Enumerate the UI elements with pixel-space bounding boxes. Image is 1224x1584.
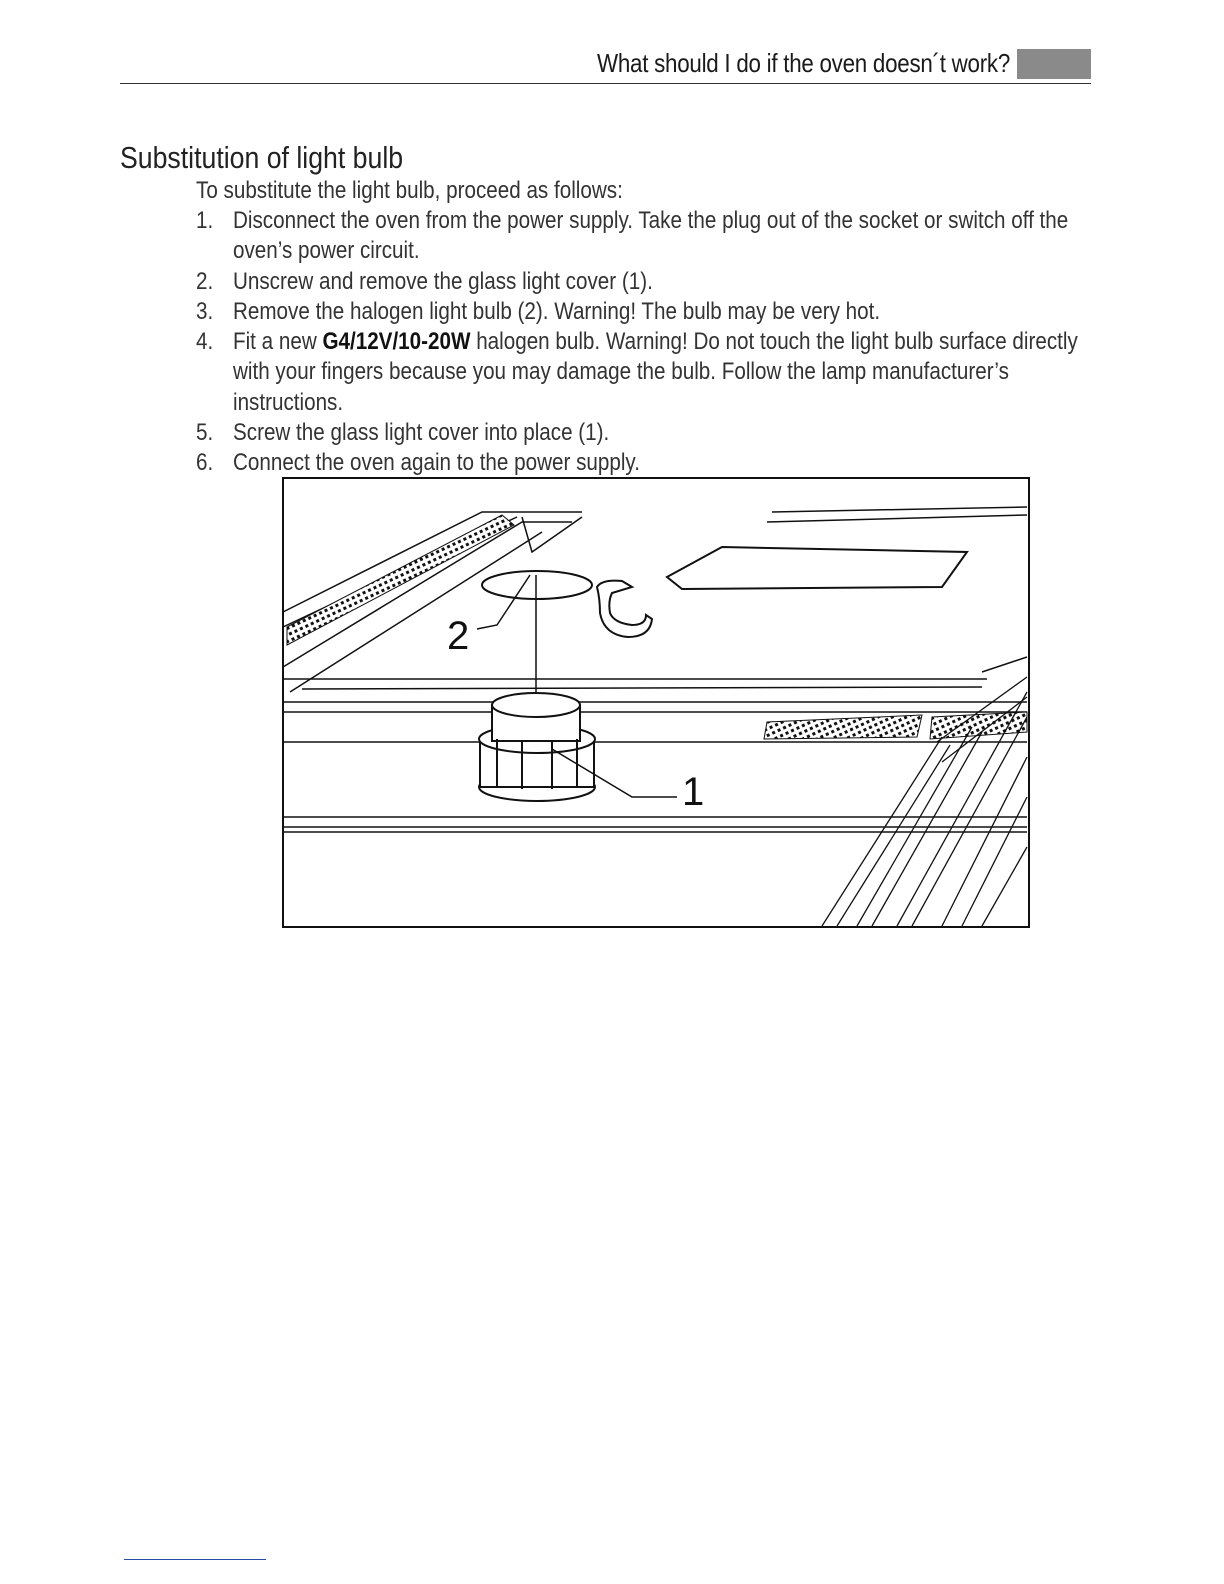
step-item: [196, 267, 1090, 297]
steps-list: [196, 206, 1090, 479]
header-tab-marker: [1017, 49, 1091, 79]
glass-light-cover: [479, 693, 595, 801]
step-number: 2.: [196, 267, 214, 295]
footer-line: [124, 1559, 266, 1560]
label-bulb: 2: [447, 614, 470, 658]
step-item: [196, 327, 1090, 418]
step-number: 6.: [196, 449, 214, 477]
step-text: Screw the glass light cover into place (1).: [232, 419, 610, 447]
ceiling-plate: [667, 547, 967, 589]
step-number: 4.: [196, 328, 214, 356]
step-text: Disconnect the oven from the power supply. Take the plug out of the socket or switch off the oven’s power circuit.: [232, 207, 1069, 265]
bulb-spec: G4/12V/10-20W: [322, 328, 471, 356]
step-item: [196, 206, 1090, 267]
label-cover: 1: [682, 770, 705, 814]
step-item: [196, 297, 1090, 327]
step-text-post: halogen bulb. Warning! Do not touch the light bulb surface directly with your fingers because you may damage the bulb. Follow the lamp manufacturer’s instructions.: [232, 328, 1078, 416]
step-number: 1.: [196, 207, 214, 234]
intro-text: To substitute the light bulb, proceed as follows:: [196, 177, 623, 204]
bulb-opening: [482, 571, 592, 599]
step-number: 3.: [196, 297, 214, 325]
step-number: 5.: [196, 419, 214, 447]
step-item: [196, 418, 1090, 448]
step-text-pre: Fit a new: [232, 328, 323, 356]
step-item: [196, 448, 1090, 478]
header-rule: [120, 83, 1091, 84]
step-text: Unscrew and remove the glass light cover (1).: [232, 267, 653, 295]
page-header-title: What should I do if the oven doesn´t work?: [596, 48, 1010, 78]
section-title: Substitution of light bulb: [120, 140, 404, 175]
oven-light-illustration: [282, 477, 1030, 928]
step-text: Connect the oven again to the power supply.: [232, 449, 640, 477]
step-text: Remove the halogen light bulb (2). Warning! The bulb may be very hot.: [232, 297, 881, 325]
